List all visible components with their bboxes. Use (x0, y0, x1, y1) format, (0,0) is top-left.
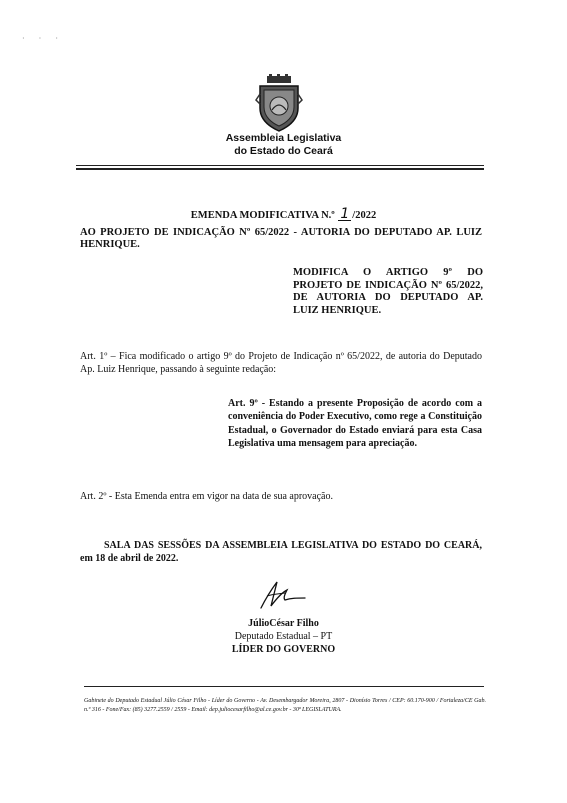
signer-name: JúlioCésar Filho (248, 618, 319, 629)
footer-contact: Gabinete do Deputado Estadual Júlio César Filho - Líder do Governo - Av. Desembargador Moreira, 2807 - Dionísio Torres / CEP: 60.170-900 / Fortaleza/CE Gab. n.º 316 - Fone/Fax: (85) 3277.2559 / 2559 - Email: dep.juliocesarfilho@al.ce.gov.br - 30ª LEGISLATURA. (84, 698, 486, 713)
article-1: Art. 1º – Fica modificado o artigo 9º do Projeto de Indicação nº 65/2022, de autoria do Deputado Ap. Luiz Henrique, passando à seguinte redação: (80, 351, 482, 375)
title-prefix: EMENDA MODIFICATIVA N.º (190, 210, 335, 221)
institution-name: Assembleia Legislativa (225, 132, 342, 144)
footer-rule (84, 686, 484, 687)
header-rule-thick (76, 168, 484, 170)
project-reference-line2: HENRIQUE. (80, 239, 140, 250)
closing-location-date: SALA DAS SESSÕES DA ASSEMBLEIA LEGISLATIVA DO ESTADO DO CEARÁ, em 18 de abril de 2022. (80, 540, 482, 564)
scan-specks: · · · (22, 34, 64, 43)
header-rule-thin (76, 165, 484, 166)
document-title (0, 208, 567, 221)
title-year: /2022 (352, 210, 377, 221)
coat-of-arms-icon (254, 74, 304, 132)
amendment-number: 1 (340, 206, 350, 222)
signer-position: LÍDER DO GOVERNO (231, 644, 336, 655)
article-2: Art. 2º - Esta Emenda entra em vigor na data de sua aprovação. (80, 491, 333, 502)
ementa: MODIFICA O ARTIGO 9º DO PROJETO DE INDICAÇÃO Nº 65/2022, DE AUTORIA DO DEPUTADO AP. LUIZ HENRIQUE. (293, 267, 483, 316)
institution-state: do Estado do Ceará (234, 145, 333, 157)
article-9-new-text: Art. 9º - Estando a presente Proposição de acordo com a conveniência do Poder Executivo, como rege a Constituição Estadual, o Governador do Estado enviará para esta Casa Legislativa uma mensagem para apreciação. (228, 398, 482, 450)
project-reference-line1: AO PROJETO DE INDICAÇÃO Nº 65/2022 - AUTORIA DO DEPUTADO AP. LUIZ (80, 227, 482, 238)
signer-role: Deputado Estadual – PT (234, 631, 333, 642)
signature-icon (255, 578, 307, 610)
